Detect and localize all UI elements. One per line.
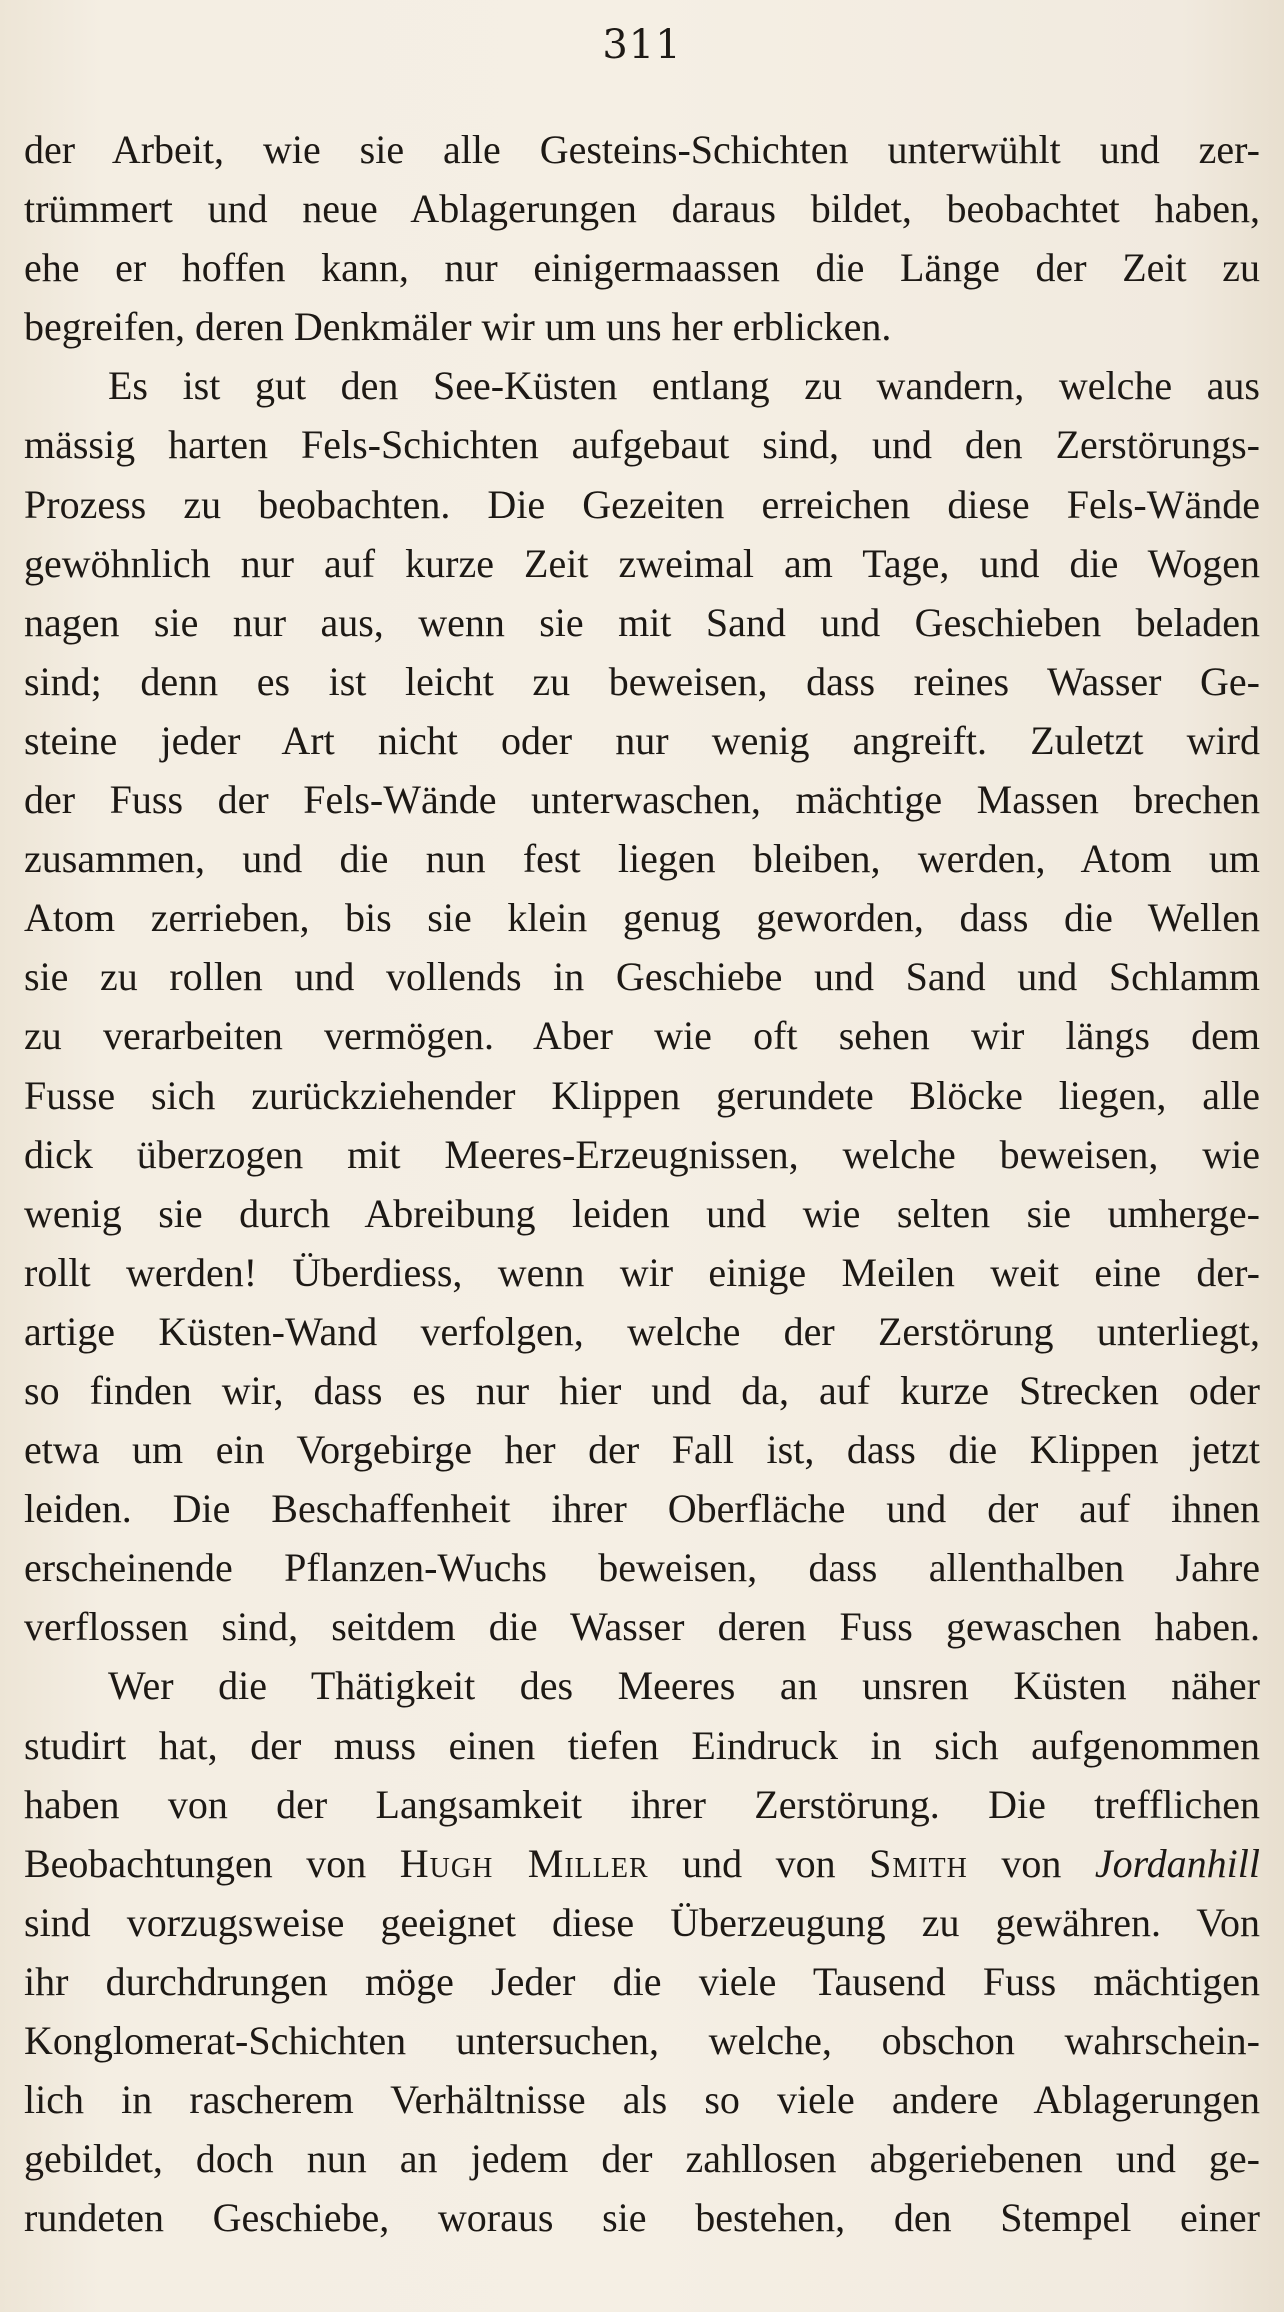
text-segment: und von <box>648 1840 870 1886</box>
text-line: artige Küsten-Wand verfolgen, welche der Zerstörung unterliegt, <box>24 1308 1260 1354</box>
place-name: Jordanhill <box>1094 1840 1260 1886</box>
text-line: studirt hat, der muss einen tiefen Eindruck in sich aufgenommen <box>24 1722 1260 1768</box>
text-line: dick überzogen mit Meeres-Erzeugnissen, welche beweisen, wie <box>24 1131 1260 1177</box>
text-line: Atom zerrieben, bis sie klein genug geworden, dass die Wellen <box>24 895 1260 941</box>
text-line: leiden. Die Beschaffenheit ihrer Oberfläche und der auf ihnen <box>24 1486 1260 1532</box>
author-name: Smith <box>869 1840 968 1886</box>
text-line: wenig sie durch Abreibung leiden und wie selten sie umherge- <box>24 1190 1260 1236</box>
text-line: Prozess zu beobachten. Die Gezeiten erreichen diese Fels-Wände <box>24 481 1260 527</box>
text-line: etwa um ein Vorgebirge her der Fall ist, dass die Klippen jetzt <box>24 1427 1260 1473</box>
text-line: der Fuss der Fels-Wände unterwaschen, mächtige Massen brechen <box>24 777 1260 823</box>
text-line <box>24 1834 1260 1893</box>
text-segment: von <box>967 1840 1095 1886</box>
text-line: zu verarbeiten vermögen. Aber wie oft sehen wir längs dem <box>24 1013 1260 1059</box>
text-line: haben von der Langsamkeit ihrer Zerstörung. Die trefflichen <box>24 1781 1260 1827</box>
text-line: zusammen, und die nun fest liegen bleiben, werden, Atom um <box>24 836 1260 882</box>
text-line: ihr durchdrungen möge Jeder die viele Tausend Fuss mächtigen <box>24 1958 1260 2004</box>
text-line: nagen sie nur aus, wenn sie mit Sand und Geschieben beladen <box>24 599 1260 645</box>
text-line: der Arbeit, wie sie alle Gesteins-Schichten unterwühlt und zer- <box>24 127 1260 172</box>
text-line: gebildet, doch nun an jedem der zahllosen abgeriebenen und ge- <box>24 2136 1260 2182</box>
text-line: erscheinende Pflanzen-Wuchs beweisen, dass allenthalben Jahre <box>24 1545 1260 1591</box>
body-text <box>24 120 1260 2247</box>
text-line: Konglomerat-Schichten untersuchen, welche, obschon wahrschein- <box>24 2018 1260 2063</box>
text-line: Fusse sich zurückziehender Klippen gerundete Blöcke liegen, alle <box>24 1072 1260 1118</box>
text-line: mässig harten Fels-Schichten aufgebaut sind, und den Zerstörungs- <box>24 422 1260 468</box>
text-line: Es ist gut den See-Küsten entlang zu wandern, welche aus <box>108 363 1260 409</box>
text-line: Wer die Thätigkeit des Meeres an unsren Küsten näher <box>108 1663 1260 1709</box>
text-line: begreifen, deren Denkmäler wir um uns her erblicken. <box>24 304 892 350</box>
text-line: sie zu rollen und vollends in Geschiebe und Sand und Schlamm <box>24 954 1260 1000</box>
text-line: sind; denn es ist leicht zu beweisen, dass reines Wasser Ge- <box>24 658 1260 704</box>
text-line: lich in rascherem Verhältnisse als so viele andere Ablagerungen <box>24 2077 1260 2123</box>
text-line: steine jeder Art nicht oder nur wenig angreift. Zuletzt wird <box>24 717 1260 763</box>
text-line: rundeten Geschiebe, woraus sie bestehen, den Stempel einer <box>24 2195 1260 2241</box>
text-line: ehe er hoffen kann, nur einigermaassen die Länge der Zeit zu <box>24 245 1260 291</box>
text-line: verflossen sind, seitdem die Wasser deren Fuss gewaschen haben. <box>24 1604 1260 1650</box>
author-name: Hugh Miller <box>399 1840 649 1886</box>
text-line: trümmert und neue Ablagerungen daraus bildet, beobachtet haben, <box>24 186 1260 232</box>
page-number: 311 <box>602 22 682 68</box>
text-line: sind vorzugsweise geeignet diese Überzeugung zu gewähren. Von <box>24 1899 1260 1945</box>
text-line: gewöhnlich nur auf kurze Zeit zweimal am Tage, und die Wogen <box>24 540 1260 586</box>
text-line: rollt werden! Überdiess, wenn wir einige Meilen weit eine der- <box>24 1249 1260 1295</box>
text-line: so finden wir, dass es nur hier und da, auf kurze Strecken oder <box>24 1367 1260 1413</box>
text-segment: Beobachtungen von <box>24 1840 400 1886</box>
